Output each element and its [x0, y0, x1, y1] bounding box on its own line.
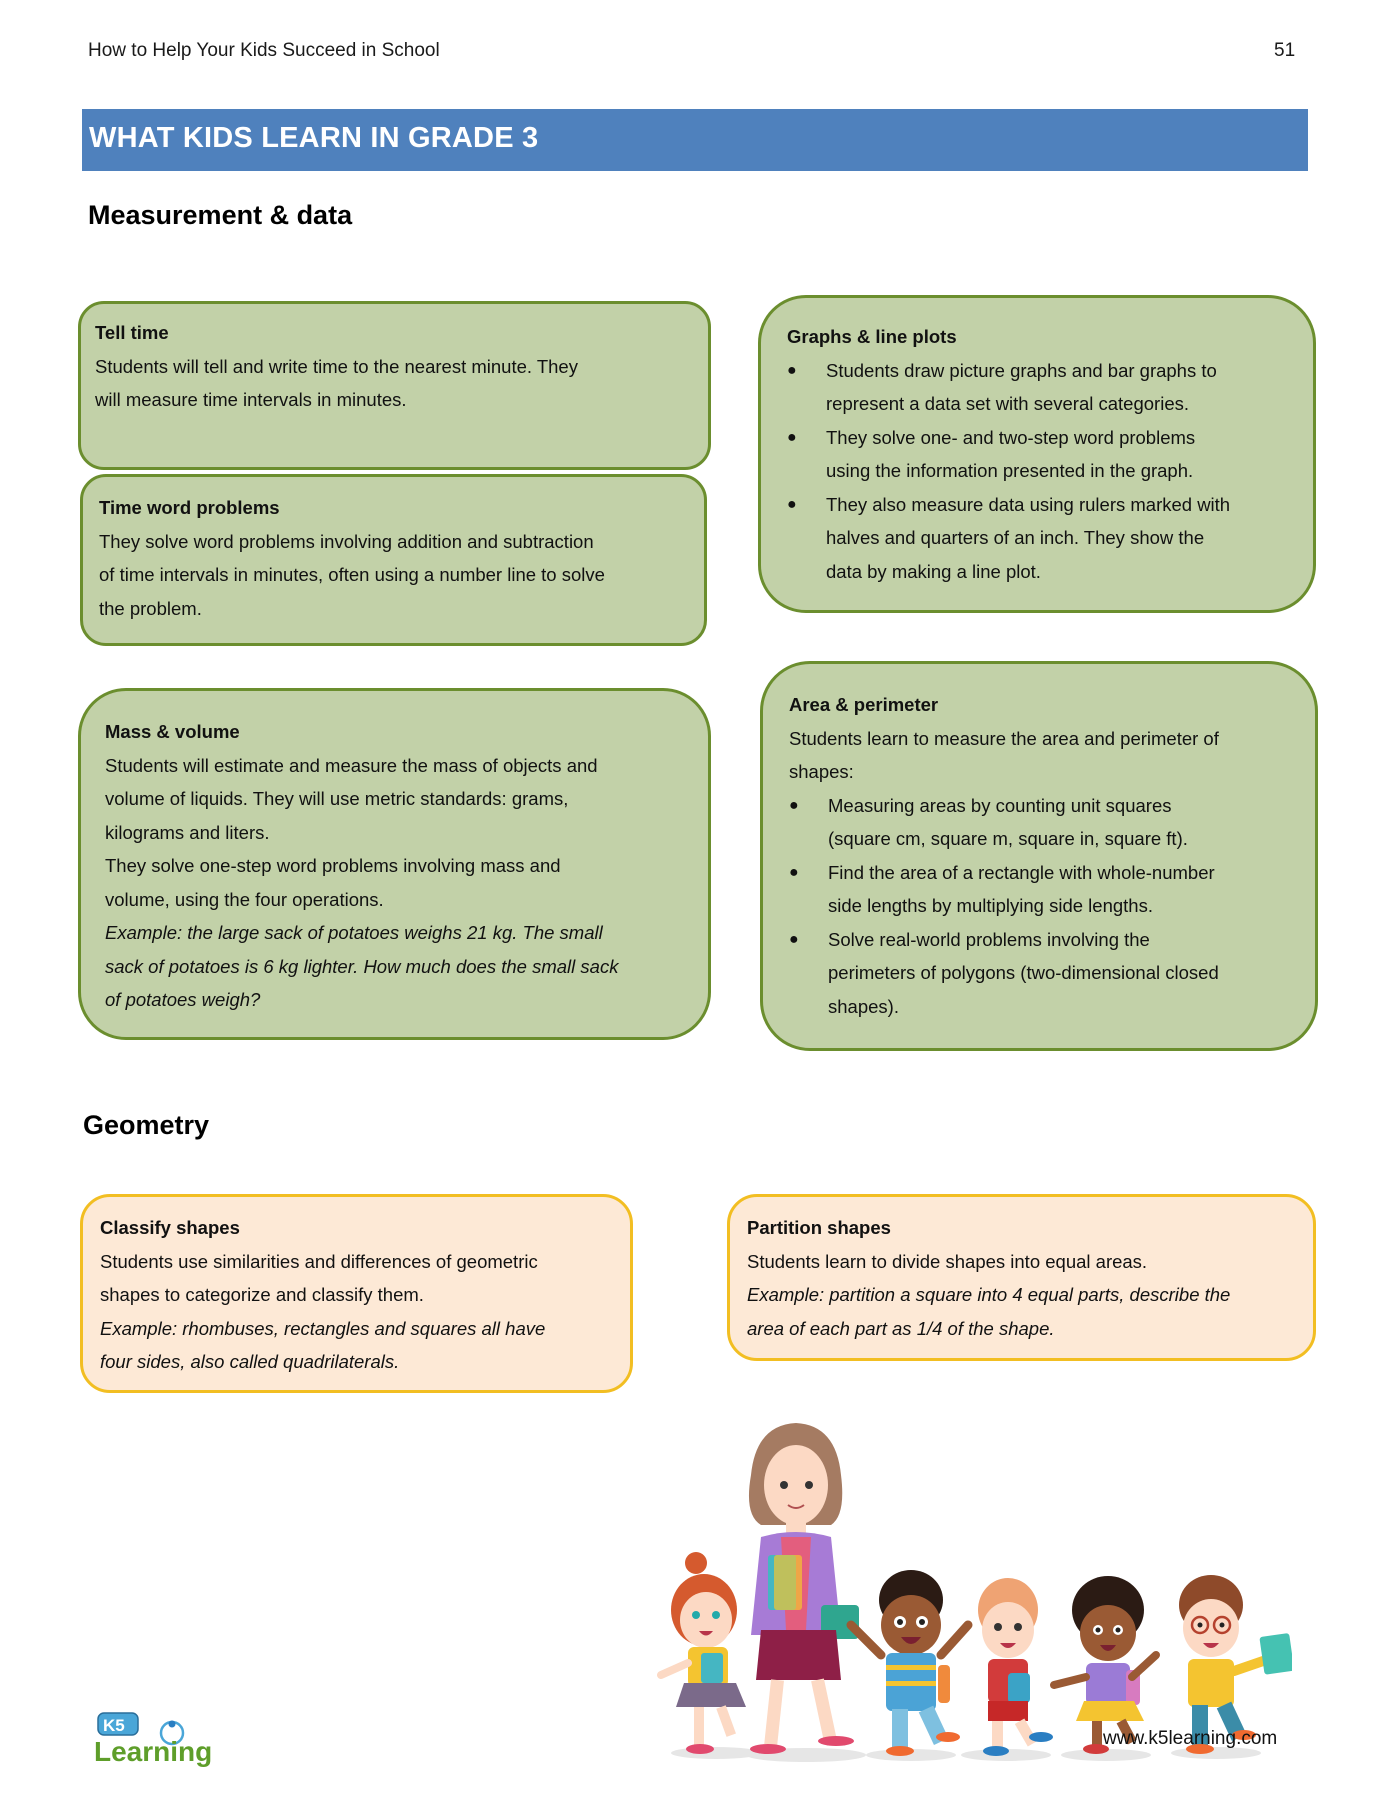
card-example-text: four sides, also called quadrilaterals.	[100, 1351, 400, 1372]
bullet-icon: ●	[787, 428, 797, 446]
card-text: will measure time intervals in minutes.	[95, 389, 407, 410]
card-title: Mass & volume	[105, 721, 240, 742]
footer-url: www.k5learning.com	[1103, 1728, 1278, 1749]
card-text: Find the area of a rectangle with whole-number	[828, 861, 1215, 883]
logo-k5-text: K5	[103, 1716, 125, 1735]
page-number: 51	[1274, 40, 1296, 61]
card-partition-shapes	[727, 1194, 1316, 1361]
card-text: using the information presented in the graph.	[826, 460, 1194, 481]
card-text: kilograms and liters.	[105, 821, 270, 843]
card-text: volume, using the four operations.	[105, 888, 384, 910]
card-graphs-line-plots	[758, 295, 1316, 613]
card-text: represent a data set with several categories.	[826, 393, 1189, 414]
page-title: WHAT KIDS LEARN IN GRADE 3	[89, 122, 539, 154]
bullet-icon: ●	[787, 495, 797, 513]
card-text: Students use similarities and differences of geometric	[100, 1250, 538, 1272]
card-text: shapes).	[828, 995, 899, 1017]
card-text: data by making a line plot.	[826, 560, 1041, 582]
card-title: Time word problems	[99, 497, 280, 518]
card-text: side lengths by multiplying side lengths.	[828, 895, 1153, 916]
logo-learning-text: Learning	[94, 1736, 213, 1767]
card-title: Area & perimeter	[789, 694, 939, 715]
card-text: halves and quarters of an inch. They show the	[826, 527, 1205, 548]
card-text: Solve real-world problems involving the	[828, 928, 1150, 950]
card-mass-volume	[78, 688, 711, 1040]
card-text: shapes to categorize and classify them.	[100, 1284, 424, 1305]
card-text: They also measure data using rulers marked with	[826, 493, 1231, 515]
bullet-list	[789, 789, 1315, 1024]
bullet-list	[787, 354, 1313, 589]
card-text: They solve one- and two-step word problems	[826, 426, 1196, 448]
card-text: They solve word problems involving addition and subtraction	[99, 530, 594, 552]
card-tell-time	[78, 301, 711, 470]
card-title: Graphs & line plots	[787, 326, 957, 347]
card-text: perimeters of polygons (two-dimensional closed	[828, 962, 1219, 983]
card-text: Students learn to divide shapes into equal areas.	[747, 1250, 1148, 1272]
card-text: Students learn to measure the area and perimeter of	[789, 727, 1219, 749]
card-example-text: of potatoes weigh?	[105, 989, 261, 1010]
card-text: volume of liquids. They will use metric standards: grams,	[105, 788, 569, 809]
card-example-text: Example: partition a square into 4 equal parts, describe the	[747, 1284, 1231, 1305]
bullet-item	[787, 488, 1313, 589]
card-classify-shapes	[80, 1194, 633, 1393]
card-time-word-problems	[80, 474, 707, 646]
bullet-item	[787, 354, 1313, 421]
card-example-text: Example: the large sack of potatoes weighs 21 kg. The small	[105, 922, 603, 943]
card-text: (square cm, square m, square in, square ft).	[828, 828, 1188, 849]
card-area-perimeter	[760, 661, 1318, 1051]
bullet-item	[787, 421, 1313, 488]
bullet-item	[789, 856, 1315, 923]
card-text: of time intervals in minutes, often using a number line to solve	[99, 564, 605, 585]
card-text: They solve one-step word problems involving mass and	[105, 855, 561, 876]
card-text: the problem.	[99, 597, 202, 619]
card-text: Students will tell and write time to the nearest minute. They	[95, 355, 578, 377]
card-title: Classify shapes	[100, 1217, 240, 1238]
bullet-icon: ●	[787, 361, 797, 379]
bullet-icon: ●	[789, 796, 799, 814]
teacher-children-illustration	[656, 1415, 1292, 1767]
k5-learning-logo	[92, 1711, 216, 1767]
bullet-icon: ●	[789, 863, 799, 881]
card-title: Tell time	[95, 322, 169, 343]
section-heading-measurement: Measurement & data	[88, 200, 353, 230]
card-example-text: area of each part as 1/4 of the shape.	[747, 1317, 1055, 1339]
card-text: Students draw picture graphs and bar graphs to	[826, 359, 1217, 381]
section-heading-geometry: Geometry	[83, 1110, 210, 1140]
bullet-icon: ●	[789, 930, 799, 948]
card-text: Students will estimate and measure the mass of objects and	[105, 754, 598, 776]
bullet-item	[789, 923, 1315, 1024]
title-bar	[82, 109, 1308, 171]
running-header-title: How to Help Your Kids Succeed in School	[88, 40, 440, 61]
card-example-text: sack of potatoes is 6 kg lighter. How much does the small sack	[105, 955, 619, 977]
card-title: Partition shapes	[747, 1217, 891, 1238]
card-text: Measuring areas by counting unit squares	[828, 794, 1172, 816]
bullet-item	[789, 789, 1315, 856]
card-example-text: Example: rhombuses, rectangles and squares all have	[100, 1317, 546, 1339]
card-text: shapes:	[789, 761, 854, 782]
